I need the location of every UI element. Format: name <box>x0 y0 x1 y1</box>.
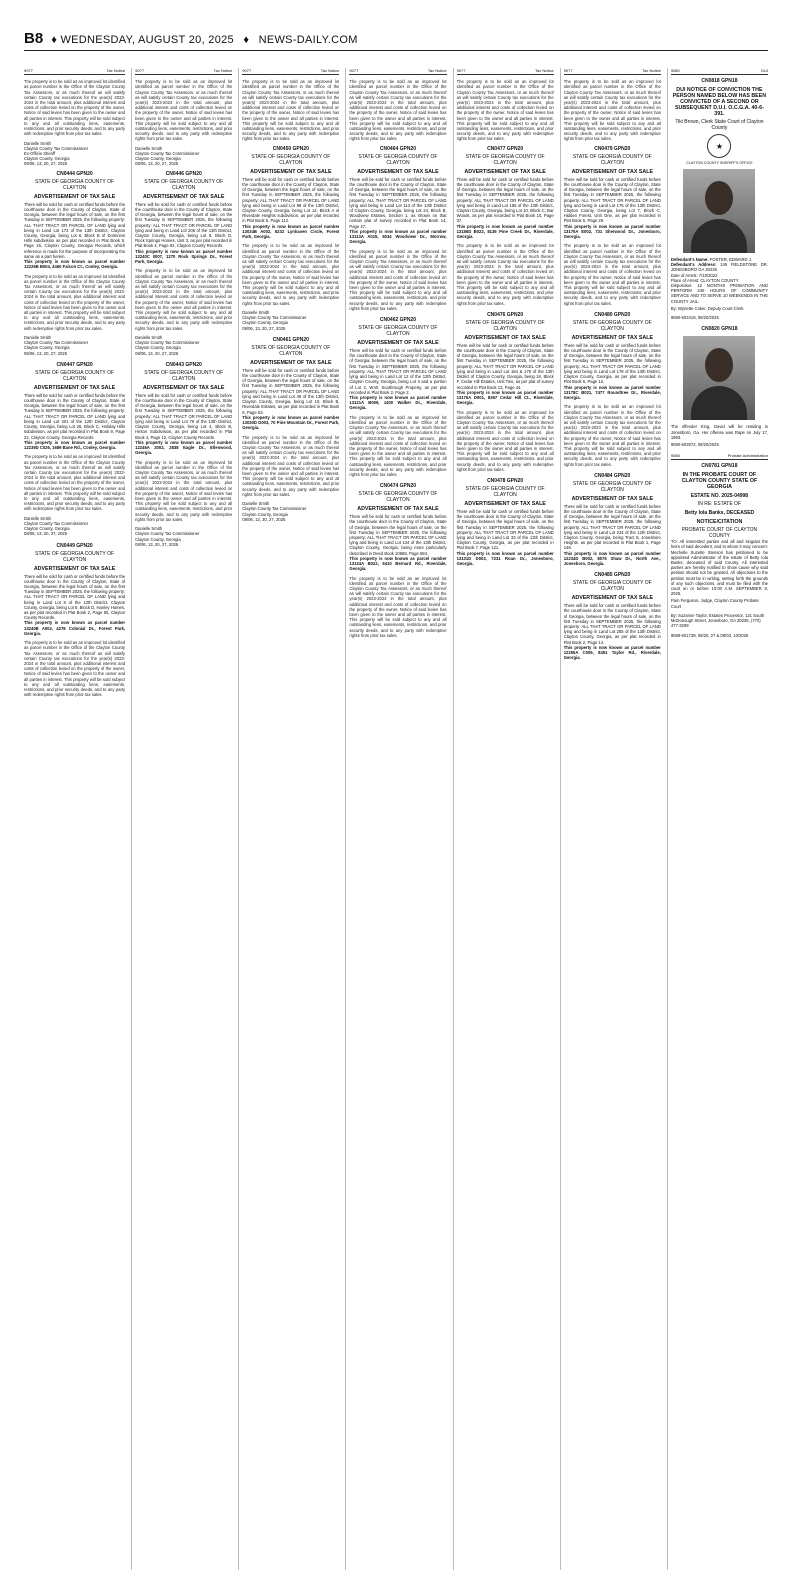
sheriff-badge-icon: ★ <box>707 134 731 158</box>
tax-notice: CN0480 GPN20 STATE OF GEORGIA COUNTY OF CLAYTON ADVERTISEMENT OF TAX SALE There will be sold for cash or certified funds before the courthouse door in the County of Clayton, State of Georgia, between the legal hours of sale, on the first Tuesday in SEPTEMBER 2025, the following property: ALL THAT TRACT OR PARCEL OF LAND lying and being in Land Lot 178 of the 13th District, Clayton County, Georgia, as per plat recorded in Plat Book 6, Page 12. This property is now known as parcel number 13178C B021, 7477 Roundtree Dr., Riverdale, Georgia. The property is to be sold as an improved lot identified as parcel number in the Office of the Clayton County Tax Assessors, or as much thereof as will satisfy certain County tax executions for the year(s) 2023-2024 in the total amount, plus additional interest and costs of collection levied on the property of the owner, Notice of said levies has been given to the owner and all parties in interest. This property will be sold subject to any and all outstanding liens, easements, restrictions, and prior security deeds, and to any party with redemptive rights from prior tax sales. <box>563 311 661 467</box>
column-head: 9077 Tax Notice <box>349 68 447 73</box>
tax-notice: CN0478 GPN20 STATE OF GEORGIA COUNTY OF CLAYTON ADVERTISEMENT OF TAX SALE There will be sold for cash or certified funds before the courthouse door in the County of Clayton, State of Georgia, between the legal hours of sale, on the first Tuesday in SEPTEMBER 2025, the following property: ALL THAT TRACT OR PARCEL OF LAND lying and being in Land Lot 33 of the 13th District, Clayton County, Georgia, as per plat recorded in Plat Book 7, Page 121. This property is now known as parcel number 13131D D003, 7231 Roan Dr., Jonesboro, Georgia. <box>456 477 554 566</box>
tax-notice: CN0477 GPN20 STATE OF GEORGIA COUNTY OF CLAYTON ADVERTISEMENT OF TAX SALE There will be sold for cash or certified funds before the courthouse door in the County of Clayton, State of Georgia, between the legal hours of sale, on the first Tuesday in SEPTEMBER 2025, the following property: ALL THAT TRACT OR PARCEL OF LAND lying and being in Land Lot 185 of the 13th District, Clayton County, Georgia, being Lot 10, Block C, Bar Woods, as per plat recorded in Plat Book 10, Page 37. This property is now known as parcel number 13186D B022, 8139 Pine Creek Dr., Riverdale, Georgia. The property is to be sold as an improved lot identified as parcel number in the Office of the Clayton County Tax Assessors, or as much thereof as will satisfy certain County tax executions for the year(s) 2023-2024 in the total amount, plus additional interest and costs of collection levied on the property of the owner, Notice of said levies has been given to the owner and all parties in interest. This property will be sold subject to any and all outstanding liens, easements, restrictions, and prior security deeds, and to any party with redemptive rights from prior tax sales. <box>456 145 554 306</box>
tax-notice: CN0449 GPN20 STATE OF GEORGIA COUNTY OF CLAYTON ADVERTISEMENT OF TAX SALE There will be sold for cash or certified funds before the courthouse door in the County of Clayton, State of Georgia, between the legal hours of sale, on the first Tuesday in SEPTEMBER 2025, the following property: ALL THAT TRACT OR PARCEL OF LAND lying and being in Land Lot 9 of the 12th District, Clayton County, Georgia, being Lot 8, Block D, Hanley Homes, as per plat recorded in Plat Book 2, Page 50, Clayton County Records. This property is now known as parcel number 13240B A002, 4278 Colonial Dr., Forest Park, Georgia. The property is to be sold as an improved lot identified as parcel number in the Office of the Clayton County Tax Assessors, or as much thereof as will satisfy certain County tax executions for the year(s) 2023-2024 in the total amount, plus additional interest and costs of collection levied on the property of the owner, Notice of said levies has been given to the owner and all parties in interest. This property will be sold subject to any and all outstanding liens, easements, restrictions, and prior security deeds, and to any party with redemptive rights from prior tax sales. <box>24 542 126 698</box>
tax-notice: CN0464 GPN20 STATE OF GEORGIA COUNTY OF CLAYTON ADVERTISEMENT OF TAX SALE There will be sold for cash or certified funds before the courthouse door in the County of Clayton, State of Georgia, between the legal hours of sale, on the first Tuesday in SEPTEMBER 2025, the following property: ALL THAT TRACT OR PARCEL OF LAND lying and being in Land Lot 113 of the 13th District of Clayton County, Georgia, being Lot 24, Block B, Woodview Estates, Section 1, as shown on that certain plat of survey recorded in Plat Book 14, Page 47. This property is now known as parcel number 13113A A015, 6034 Woodview Dr., Morrow, Georgia. The property is to be sold as an improved lot identified as parcel number in the Office of the Clayton County Tax Assessors, or as much thereof as will satisfy certain County tax executions for the year(s) 2023-2024 in the total amount, plus additional interest and costs of collection levied on the property of the owner, Notice of said levies has been given to the owner and all parties in interest. This property will be sold subject to any and all outstanding liens, easements, restrictions, and prior security deeds, and to any party with redemptive rights from prior tax sales. <box>349 145 447 311</box>
column-head: 9077 Tax Notice <box>242 68 340 73</box>
tax-notice: CN0485 GPN20 STATE OF GEORGIA COUNTY OF CLAYTON ADVERTISEMENT OF TAX SALE There will be sold for cash or certified funds before the courthouse door in the County of Clayton, State of Georgia, between the legal hours of sale, on the first Tuesday in SEPTEMBER 2025, the following property: ALL THAT TRACT OR PARCEL OF LAND lying and being in Land Lot 255 of the 13th District, Clayton County, Georgia, as per plat recorded in Plat Book 2, Page 14. This property is now known as parcel number 12255A C009, 8451 Taylor Rd., Riverdale, Georgia. <box>563 572 661 661</box>
tax-notice: CN0446 GPN20 STATE OF GEORGIA COUNTY OF CLAYTON ADVERTISEMENT OF TAX SALE There will be sold for cash or certified funds before the courthouse door in the County of Clayton, State of Georgia, between the legal hours of sale, on the first Tuesday in SEPTEMBER 2025, the following property: ALL THAT TRACT OR PARCEL OF LAND lying and being in Land Lot 206 of the 13th District, Clayton County, Georgia, being Lot 8, Block D, Rock Springs Homes, Unit 3, as per plat recorded in Plat Book 4, Page 92, Clayton County Records. This property is now known as parcel number 12240C 0007, 1270 Rock Springs Dr., Forest Park, Georgia. The property is to be sold as an improved lot identified as parcel number in the Office of the Clayton County Tax Assessors, or as much thereof as will satisfy certain County tax executions for the year(s) 2023-2024 in the total amount, plus additional interest and costs of collection levied on the property of the owner, Notice of said levies has been given to the owner and all parties in interest. This property will be sold subject to any and all outstanding liens, easements, restrictions, and prior security deeds, and to any party with redemptive rights from prior tax sales. Danielle Smith Clayton County Tax Commissioner Clayton County, Georgia 08/06, 13, 20, 27, 2025 <box>135 170 233 356</box>
column-2: 9077 Tax Notice The property is to be sold as an improved lot identified as parcel number in the Office of the Clayton County Tax Assessors, or as much thereof as will satisfy certain County tax executions for the year(s) 2023-2024 in the total amount, plus additional interest and costs of collection levied on the property of the owner, Notice of said levies has been given to the owner and all parties in interest. This property will be sold subject to any and all outstanding liens, easements, restrictions, and prior security deeds, and to any party with redemptive rights from prior tax sales. Danielle Smith Clayton County Tax Commissioner Clayton County, Georgia 08/06, 13, 20, 27, 2025 CN0446 GPN20 STATE OF GEORGIA COUNTY OF CLAYTON ADVERTISEMENT OF TAX SALE There will be sold for cash or certified funds before the courthouse door in the County of Clayton, State of Georgia, between the legal hours of sale, on the first Tuesday in SEPTEMBER 2025, the following property: ALL THAT TRACT OR PARCEL OF LAND lying and being in Land Lot 206 of the 13th District, Clayton County, Georgia, being Lot 8, Block D, Rock Springs Homes, Unit 3, as per plat recorded in Plat Book 4, Page 92, Clayton County Records. This property is now known as parcel number 12240C 0007, 1270 Rock Springs Dr., Forest Park, Georgia. The property is to be sold as an improved lot identified as parcel number in the Office of the Clayton County Tax Assessors, or as much thereof as will satisfy certain County tax executions for the year(s) 2023-2024 in the total amount, plus additional interest and costs of collection levied on the property of the owner, Notice of said levies has been given to the owner and all parties in interest. This property will be sold subject to any and all outstanding liens, easements, restrictions, and prior security deeds, and to any party with redemptive rights from prior tax sales. Danielle Smith Clayton County Tax Commissioner Clayton County, Georgia 08/06, 13, 20, 27, 2025 CN0443 GPN20 STATE OF GEORGIA COUNTY OF CLAYTON ADVERTISEMENT OF TAX SALE There will be sold for cash or certified funds before the courthouse door in the County of Clayton, State of Georgia, between the legal hours of sale, on the first Tuesday in SEPTEMBER 2025, the following property: ALL THAT TRACT OR PARCEL OF LAND lying and being in Land Lot 79 of the 13th District, Clayton County, Georgia, being Lot 4, Block B, Hinton Subdivision, as per plat recorded in Plat Book 4, Page 12, Clayton County Records. This property is now known as parcel number 12246A 2002, 2838 Eagle Dr., Ellenwood, Georgia. The property is to be sold as an improved lot identified as parcel number in the Office of the Clayton County Tax Assessors, or as much thereof as will satisfy certain County tax executions for the year(s) 2023-2024 in the total amount, plus additional interest and costs of collection levied on the property of the owner, Notice of said levies has been given to the owner and all parties in interest. This property will be sold subject to any and all outstanding liens, easements, restrictions, and prior security deeds, and to any party with redemptive rights from prior tax sales. Danielle Smith Clayton County Tax Commissioner Clayton County, Georgia 08/06, 13, 20, 27, 2025 <box>131 68 232 1570</box>
header-line <box>51 34 358 46</box>
tax-notice: CN0476 GPN20 STATE OF GEORGIA COUNTY OF CLAYTON ADVERTISEMENT OF TAX SALE There will be sold for cash or certified funds before the courthouse door in the County of Clayton, State of Georgia, between the legal hours of sale, on the first Tuesday in SEPTEMBER 2025, the following property: ALL THAT TRACT OR PARCEL OF LAND lying and being in Land Lot 184 & 176 of the 13th District of Clayton County, Georgia, being 18, Block F, Cedar Hill Estates, Unit Two, as per plat of survey recorded in Plat Book 13, Page 44. This property is now known as parcel number 13176A D001, 8367 Cedar Hill Ct., Riverdale, Georgia. The property is to be sold as an improved lot identified as parcel number in the Office of the Clayton County Tax Assessors, or as much thereof as will satisfy certain County tax executions for the year(s) 2023-2024 in the total amount, plus additional interest and costs of collection levied on the property of the owner, Notice of said levies has been given to the owner and all parties in interest. This property will be sold subject to any and all outstanding liens, easements, restrictions, and prior security deeds, and to any party with redemptive rights from prior tax sales. <box>456 311 554 472</box>
continued-text: The property is to be sold as an improved lot identified as parcel number in the Office of the Clayton County Tax Assessors, or as much thereof as will satisfy certain County tax executions for the year(s) 2023-2024 in the total amount, plus additional interest and costs of collection levied on the property of the owner, Notice of said levies has been given to the owner and all parties in interest. This property will be sold subject to any and all outstanding liens, easements, restrictions, and prior security deeds, and to any party with redemptive rights from prior tax sales. <box>24 79 126 137</box>
mugshot-photo <box>683 169 755 253</box>
tax-notice: CN0443 GPN20 STATE OF GEORGIA COUNTY OF CLAYTON ADVERTISEMENT OF TAX SALE There will be sold for cash or certified funds before the courthouse door in the County of Clayton, State of Georgia, between the legal hours of sale, on the first Tuesday in SEPTEMBER 2025, the following property: ALL THAT TRACT OR PARCEL OF LAND lying and being in Land Lot 79 of the 13th District, Clayton County, Georgia, being Lot 4, Block B, Hinton Subdivision, as per plat recorded in Plat Book 4, Page 12, Clayton County Records. This property is now known as parcel number 12246A 2002, 2838 Eagle Dr., Ellenwood, Georgia. The property is to be sold as an improved lot identified as parcel number in the Office of the Clayton County Tax Assessors, or as much thereof as will satisfy certain County tax executions for the year(s) 2023-2024 in the total amount, plus additional interest and costs of collection levied on the property of the owner, Notice of said levies has been given to the owner and all parties in interest. This property will be sold subject to any and all outstanding liens, easements, restrictions, and prior security deeds, and to any party with redemptive rights from prior tax sales. Danielle Smith Clayton County Tax Commissioner Clayton County, Georgia 08/06, 13, 20, 27, 2025 <box>135 361 233 547</box>
tax-notice: CN0479 GPN20 STATE OF GEORGIA COUNTY OF CLAYTON ADVERTISEMENT OF TAX SALE There will be sold for cash or certified funds before the courthouse door in the County of Clayton, State of Georgia, between the legal hours of sale, on the first Tuesday in SEPTEMBER 2025, the following property: ALL THAT TRACT OR PARCEL OF LAND lying and being in Land Lot 175 of the 13th District, Clayton County, Georgia, being Lot 7, Block C, Hidden Forest, Unit One, as per plat recorded in Plat Book 5, Page 29. This property is now known as parcel number 13175A E002, 731 Sherwood Dr., Jonesboro, Georgia. The property is to be sold as an improved lot identified as parcel number in the Office of the Clayton County Tax Assessors, or as much thereof as will satisfy certain County tax executions for the year(s) 2023-2024 in the total amount, plus additional interest and costs of collection levied on the property of the owner, Notice of said levies has been given to the owner and all parties in interest. This property will be sold subject to any and all outstanding liens, easements, restrictions, and prior security deeds, and to any party with redemptive rights from prior tax sales. <box>563 145 661 306</box>
page-number: B8 <box>24 30 44 47</box>
probate-notice: CN0781 GPN18 IN THE PROBATE COURT OF CLAYTON COUNTY STATE OF GEORGIA ESTATE NO. 2025-04998 IN RE: ESTATE OF Betty Iola Banks, DECEASED NOTICE/CITATION PROBATE COURT OF CLAYTON COUNTY TO: All interested parties and all and singular the heirs of said decedent, and to whom it may concern: Mechelle Suzette Stenson has petitioned to be appointed Administrator of the estate of Betty Iola Banks, deceased of said County. All interested parties are hereby notified to show cause why said petition should not be granted. All objections to the petition must be in writing, setting forth the grounds of any such objections, and must be filed with the court on or before 10:00 A.M. SEPTEMBER 8, 2025. Pam Ferguson, Judge, Clayton County Probate Court By: Suzanne Taylor, Estates Processor, 121 South McDonough Street, Jonesboro, GA 30236, (770) 477-3299 9088-501739, 08/20, 27 & 09/03, 10/2025 <box>670 463 768 638</box>
tax-notice: CN0444 GPN20 STATE OF GEORGIA COUNTY OF CLAYTON ADVERTISEMENT OF TAX SALE There will be sold for cash or certified funds before the courthouse door in the County of Clayton, State of Georgia, between the legal hours of sale, on the first Tuesday in SEPTEMBER 2025, the following property: ALL THAT TRACT OR PARCEL OF LAND lying and being in Land Lot 172 of the 13th District, Clayton County, Georgia, being Lot 6, Block B of Dominion Hills subdivision as per plat recorded in Plat Book 8, Page 15, Clayton County, Georgia Records, which reference is made for the purpose of incorporating the same as a part herein. This property is now known as parcel number 12226B B004, 4460 Falcon Ct., Conley, Georgia. The property is to be sold as an improved lot identified as parcel number in the Office of the Clayton County Tax Assessors, or as much thereof as will satisfy certain County tax executions for the year(s) 2023-2024 in the total amount, plus additional interest and costs of collection levied on the property of the owner, Notice of said levies has been given to the owner and all parties in interest. This property will be sold subject to any and all outstanding liens, easements, restrictions, and prior security deeds, and to any party with redemptive rights from prior tax sales. Danielle Smith Clayton County Tax Commissioner Clayton County, Georgia 08/06, 13, 20, 27, 2025 <box>24 170 126 356</box>
column-3: 9077 Tax Notice The property is to be sold as an improved lot identified as parcel number in the Office of the Clayton County Tax Assessors, or as much thereof as will satisfy certain County tax executions for the year(s) 2023-2024 in the total amount, plus additional interest and costs of collection levied on the property of the owner, Notice of said levies has been given to the owner and all parties in interest. This property will be sold subject to any and all outstanding liens, easements, restrictions, and prior security deeds, and to any party with redemptive rights from prior tax sales. CN0450 GPN20 STATE OF GEORGIA COUNTY OF CLAYTON ADVERTISEMENT OF TAX SALE There will be sold for cash or certified funds before the courthouse door in the County of Clayton, State of Georgia, between the legal hours of sale, on the first Tuesday in SEPTEMBER 2025, the following property: ALL THAT TRACT OR PARCEL OF LAND lying and being in Land Lot 98 of the 13th District, Clayton County, Georgia, being Lot 14, Block A of Riverdale Heights subdivision, as per plat recorded in Plat Book 5, Page 112. This property is now known as parcel number 13034B A002, 5232 Lynhaven Circle, Forest Park, Georgia. The property is to be sold as an improved lot identified as parcel number in the Office of the Clayton County Tax Assessors, or as much thereof as will satisfy certain County tax executions for the year(s) 2023-2024 in the total amount, plus additional interest and costs of collection levied on the property of the owner, Notice of said levies has been given to the owner and all parties in interest. This property will be sold subject to any and all outstanding liens, easements, restrictions, and prior security deeds, and to any party with redemptive rights from prior tax sales. Danielle Smith Clayton County Tax Commissioner Clayton County, Georgia 08/06, 13, 20, 27, 2025 CN0461 GPN20 STATE OF GEORGIA COUNTY OF CLAYTON ADVERTISEMENT OF TAX SALE There will be sold for cash or certified funds before the courthouse door in the County of Clayton, State of Georgia, between the legal hours of sale, on the first Tuesday in SEPTEMBER 2025, the following property: ALL THAT TRACT OR PARCEL OF LAND lying and being in Land Lot 49 of the 13th District, Clayton County, Georgia, being Lot 10, Block B, Riverdale Estates, as per plat recorded in Plat Book 6, Page 53. This property is now known as parcel number 13030D D003, 70 Pine Mountain Dr., Forest Park, Georgia. The property is to be sold as an improved lot identified as parcel number in the Office of the Clayton County Tax Assessors, or as much thereof as will satisfy certain County tax executions for the year(s) 2023-2024 in the total amount, plus additional interest and costs of collection levied on the property of the owner, Notice of said levies has been given to the owner and all parties in interest. This property will be sold subject to any and all outstanding liens, easements, restrictions, and prior security deeds, and to any party with redemptive rights from prior tax sales. Danielle Smith Clayton County Tax Commissioner Clayton County, Georgia 08/06, 13, 20, 27, 2025 <box>238 68 339 1570</box>
header-date: WEDNESDAY, AUGUST 20, 2025 <box>60 34 234 46</box>
column-head: 9080 DUI <box>670 68 768 73</box>
column-head: 9077 Tax Notice <box>456 68 554 73</box>
column-7 <box>667 68 768 1570</box>
column-head: 9088 Probate Administration <box>670 453 768 459</box>
offender-photo <box>683 336 755 420</box>
tax-notice: CN0447 GPN20 STATE OF GEORGIA COUNTY OF CLAYTON ADVERTISEMENT OF TAX SALE There will be sold for cash or certified funds before the courthouse door in the County of Clayton, State of Georgia, between the legal hours of sale, on the first Tuesday in SEPTEMBER 2025, the following property: ALL THAT TRACT OR PARCEL OF LAND lying and being in Land Lot 201 of the 12th District, Clayton County, Georgia, being Lot 26, Block C, Holiday Hills subdivision, as per plat recorded in Plat Book 9, Page 22, Clayton County, Georgia Records. This property is now known as parcel number 12239D C026, 1689 Bane Rd., Conley, Georgia. The property is to be sold as an improved lot identified as parcel number in the Office of the Clayton County Tax Assessors, or as much thereof as will satisfy certain County tax executions for the year(s) 2023-2024 in the total amount, plus additional interest and costs of collection levied on the property of the owner, Notice of said levies has been given to the owner and all parties in interest. This property will be sold subject to any and all outstanding liens, easements, restrictions, and prior security deeds, and to any party with redemptive rights from prior tax sales. Danielle Smith Clayton County Tax Commissioner Clayton County, Georgia 08/06, 13, 20, 27, 2025 <box>24 361 126 537</box>
signature: Danielle Smith Clayton County Tax Commissioner Ex-Officio Sheriff Clayton County, Georgia 08/06, 13, 20, 27, 2025 <box>24 140 89 167</box>
column-6: 9077 Tax Notice The property is to be sold as an improved lot identified as parcel number in the Office of the Clayton County Tax Assessors, or as much thereof as will satisfy certain County tax executions for the year(s) 2023-2024 in the total amount, plus additional interest and costs of collection levied on the property of the owner, Notice of said levies has been given to the owner and all parties in interest. This property will be sold subject to any and all outstanding liens, easements, restrictions, and prior security deeds, and to any party with redemptive rights from prior tax sales. CN0479 GPN20 STATE OF GEORGIA COUNTY OF CLAYTON ADVERTISEMENT OF TAX SALE There will be sold for cash or certified funds before the courthouse door in the County of Clayton, State of Georgia, between the legal hours of sale, on the first Tuesday in SEPTEMBER 2025, the following property: ALL THAT TRACT OR PARCEL OF LAND lying and being in Land Lot 175 of the 13th District, Clayton County, Georgia, being Lot 7, Block C, Hidden Forest, Unit One, as per plat recorded in Plat Book 5, Page 29. This property is now known as parcel number 13175A E002, 731 Sherwood Dr., Jonesboro, Georgia. The property is to be sold as an improved lot identified as parcel number in the Office of the Clayton County Tax Assessors, or as much thereof as will satisfy certain County tax executions for the year(s) 2023-2024 in the total amount, plus additional interest and costs of collection levied on the property of the owner, Notice of said levies has been given to the owner and all parties in interest. This property will be sold subject to any and all outstanding liens, easements, restrictions, and prior security deeds, and to any party with redemptive rights from prior tax sales. CN0480 GPN20 STATE OF GEORGIA COUNTY OF CLAYTON ADVERTISEMENT OF TAX SALE There will be sold for cash or certified funds before the courthouse door in the County of Clayton, State of Georgia, between the legal hours of sale, on the first Tuesday in SEPTEMBER 2025, the following property: ALL THAT TRACT OR PARCEL OF LAND lying and being in Land Lot 178 of the 13th District, Clayton County, Georgia, as per plat recorded in Plat Book 6, Page 12. This property is now known as parcel number 13178C B021, 7477 Roundtree Dr., Riverdale, Georgia. The property is to be sold as an improved lot identified as parcel number in the Office of the Clayton County Tax Assessors, or as much thereof as will satisfy certain County tax executions for the year(s) 2023-2024 in the total amount, plus additional interest and costs of collection levied on the property of the owner, Notice of said levies has been given to the owner and all parties in interest. This property will be sold subject to any and all outstanding liens, easements, restrictions, and prior security deeds, and to any party with redemptive rights from prior tax sales. CN0484 GPN20 STATE OF GEORGIA COUNTY OF CLAYTON ADVERTISEMENT OF TAX SALE There will be sold for cash or certified funds before the courthouse door in the County of Clayton, State of Georgia, between the legal hours of sale, on the first Tuesday in SEPTEMBER 2025, the following property: ALL THAT TRACT OR PARCEL OF LAND lying and being in Land Lot 234 of the 12th District, Clayton County, Georgia, being Tract 8, Jonesboro Heights, as per plat recorded in Plat Book 1, Page 149. This property is now known as parcel number 12234D B002, 8575 Shaw Dr., North Ave., Jonesboro, Georgia. CN0485 GPN20 STATE OF GEORGIA COUNTY OF CLAYTON ADVERTISEMENT OF TAX SALE There will be sold for cash or certified funds before the courthouse door in the County of Clayton, State of Georgia, between the legal hours of sale, on the first Tuesday in SEPTEMBER 2025, the following property: ALL THAT TRACT OR PARCEL OF LAND lying and being in Land Lot 255 of the 13th District, Clayton County, Georgia, as per plat recorded in Plat Book 2, Page 14. This property is now known as parcel number 12255A C009, 8451 Taylor Rd., Riverdale, Georgia. <box>560 68 661 1570</box>
column-5: 9077 Tax Notice The property is to be sold as an improved lot identified as parcel number in the Office of the Clayton County Tax Assessors, or as much thereof as will satisfy certain County tax executions for the year(s) 2023-2024 in the total amount, plus additional interest and costs of collection levied on the property of the owner, Notice of said levies has been given to the owner and all parties in interest. This property will be sold subject to any and all outstanding liens, easements, restrictions, and prior security deeds, and to any party with redemptive rights from prior tax sales. CN0477 GPN20 STATE OF GEORGIA COUNTY OF CLAYTON ADVERTISEMENT OF TAX SALE There will be sold for cash or certified funds before the courthouse door in the County of Clayton, State of Georgia, between the legal hours of sale, on the first Tuesday in SEPTEMBER 2025, the following property: ALL THAT TRACT OR PARCEL OF LAND lying and being in Land Lot 185 of the 13th District, Clayton County, Georgia, being Lot 10, Block C, Bar Woods, as per plat recorded in Plat Book 10, Page 37. This property is now known as parcel number 13186D B022, 8139 Pine Creek Dr., Riverdale, Georgia. The property is to be sold as an improved lot identified as parcel number in the Office of the Clayton County Tax Assessors, or as much thereof as will satisfy certain County tax executions for the year(s) 2023-2024 in the total amount, plus additional interest and costs of collection levied on the property of the owner, Notice of said levies has been given to the owner and all parties in interest. This property will be sold subject to any and all outstanding liens, easements, restrictions, and prior security deeds, and to any party with redemptive rights from prior tax sales. CN0476 GPN20 STATE OF GEORGIA COUNTY OF CLAYTON ADVERTISEMENT OF TAX SALE There will be sold for cash or certified funds before the courthouse door in the County of Clayton, State of Georgia, between the legal hours of sale, on the first Tuesday in SEPTEMBER 2025, the following property: ALL THAT TRACT OR PARCEL OF LAND lying and being in Land Lot 184 & 176 of the 13th District of Clayton County, Georgia, being 18, Block F, Cedar Hill Estates, Unit Two, as per plat of survey recorded in Plat Book 13, Page 44. This property is now known as parcel number 13176A D001, 8367 Cedar Hill Ct., Riverdale, Georgia. The property is to be sold as an improved lot identified as parcel number in the Office of the Clayton County Tax Assessors, or as much thereof as will satisfy certain County tax executions for the year(s) 2023-2024 in the total amount, plus additional interest and costs of collection levied on the property of the owner, Notice of said levies has been given to the owner and all parties in interest. This property will be sold subject to any and all outstanding liens, easements, restrictions, and prior security deeds, and to any party with redemptive rights from prior tax sales. CN0478 GPN20 STATE OF GEORGIA COUNTY OF CLAYTON ADVERTISEMENT OF TAX SALE There will be sold for cash or certified funds before the courthouse door in the County of Clayton, State of Georgia, between the legal hours of sale, on the first Tuesday in SEPTEMBER 2025, the following property: ALL THAT TRACT OR PARCEL OF LAND lying and being in Land Lot 33 of the 13th District, Clayton County, Georgia, as per plat recorded in Plat Book 7, Page 121. This property is now known as parcel number 13131D D003, 7231 Roan Dr., Jonesboro, Georgia. <box>453 68 554 1570</box>
classified-columns <box>24 68 768 1570</box>
column-head: 9077 Tax Notice <box>135 68 233 73</box>
header-diamond: ♦ <box>51 34 58 46</box>
tax-notice: CN0461 GPN20 STATE OF GEORGIA COUNTY OF CLAYTON ADVERTISEMENT OF TAX SALE There will be sold for cash or certified funds before the courthouse door in the County of Clayton, State of Georgia, between the legal hours of sale, on the first Tuesday in SEPTEMBER 2025, the following property: ALL THAT TRACT OR PARCEL OF LAND lying and being in Land Lot 49 of the 13th District, Clayton County, Georgia, being Lot 10, Block B, Riverdale Estates, as per plat recorded in Plat Book 6, Page 53. This property is now known as parcel number 13030D D003, 70 Pine Mountain Dr., Forest Park, Georgia. The property is to be sold as an improved lot identified as parcel number in the Office of the Clayton County Tax Assessors, or as much thereof as will satisfy certain County tax executions for the year(s) 2023-2024 in the total amount, plus additional interest and costs of collection levied on the property of the owner, Notice of said levies has been given to the owner and all parties in interest. This property will be sold subject to any and all outstanding liens, easements, restrictions, and prior security deeds, and to any party with redemptive rights from prior tax sales. Danielle Smith Clayton County Tax Commissioner Clayton County, Georgia 08/06, 13, 20, 27, 2025 <box>242 336 340 522</box>
column-1 <box>24 68 125 1570</box>
tax-notice: CN0450 GPN20 STATE OF GEORGIA COUNTY OF CLAYTON ADVERTISEMENT OF TAX SALE There will be sold for cash or certified funds before the courthouse door in the County of Clayton, State of Georgia, between the legal hours of sale, on the first Tuesday in SEPTEMBER 2025, the following property: ALL THAT TRACT OR PARCEL OF LAND lying and being in Land Lot 98 of the 13th District, Clayton County, Georgia, being Lot 14, Block A of Riverdale Heights subdivision, as per plat recorded in Plat Book 5, Page 112. This property is now known as parcel number 13034B A002, 5232 Lynhaven Circle, Forest Park, Georgia. The property is to be sold as an improved lot identified as parcel number in the Office of the Clayton County Tax Assessors, or as much thereof as will satisfy certain County tax executions for the year(s) 2023-2024 in the total amount, plus additional interest and costs of collection levied on the property of the owner, Notice of said levies has been given to the owner and all parties in interest. This property will be sold subject to any and all outstanding liens, easements, restrictions, and prior security deeds, and to any party with redemptive rights from prior tax sales. Danielle Smith Clayton County Tax Commissioner Clayton County, Georgia 08/06, 13, 20, 27, 2025 <box>242 145 340 331</box>
tax-notice: CN0462 GPN20 STATE OF GEORGIA COUNTY OF CLAYTON ADVERTISEMENT OF TAX SALE There will be sold for cash or certified funds before the courthouse door in the County of Clayton, State of Georgia, between the legal hours of sale, on the first Tuesday in SEPTEMBER 2025, the following property: ALL THAT TRACT OR PARCEL OF LAND lying and being in Land Lot 12 of the 13th District, Clayton County, Georgia, being Lot 3 and a portion of Lot 2, W.W. Scarbrough Property, as per plat recorded in Plat Book 2, Page 2. This property is now known as parcel number 13121A B009, 1400 Walker Dr., Riverdale, Georgia. The property is to be sold as an improved lot identified as parcel number in the Office of the Clayton County Tax Assessors, or as much thereof as will satisfy certain County tax executions for the year(s) 2023-2024 in the total amount, plus additional interest and costs of collection levied on the property of the owner, Notice of said levies has been given to the owner and all parties in interest. This property will be sold subject to any and all outstanding liens, easements, restrictions, and prior security deeds, and to any party with redemptive rights from prior tax sales. <box>349 317 447 477</box>
column-head: 9077 Tax Notice <box>24 68 126 73</box>
page-header <box>24 30 768 51</box>
tax-notice: CN0474 GPN20 STATE OF GEORGIA COUNTY OF CLAYTON ADVERTISEMENT OF TAX SALE There will be sold for cash or certified funds before the courthouse door in the County of Clayton, State of Georgia, between the legal hours of sale, on the first Tuesday in SEPTEMBER 2025, the following property: ALL THAT TRACT OR PARCEL OF LAND lying and being in Land Lot 134 of the 13th District, Clayton County, Georgia, being more particularly described in Deed Book 10668, Page 584. This property is now known as parcel number 13134A B022, 6410 Bernard Rd., Riverdale, Georgia. The property is to be sold as an improved lot identified as parcel number in the Office of the Clayton County Tax Assessors, or as much thereof as will satisfy certain County tax executions for the year(s) 2023-2024 in the total amount, plus additional interest and costs of collection levied on the property of the owner, Notice of said levies has been given to the owner and all parties in interest. This property will be sold subject to any and all outstanding liens, easements, restrictions, and prior security deeds, and to any party with redemptive rights from prior tax sales. <box>349 483 447 638</box>
header-diamond: ♦ <box>243 34 250 46</box>
tax-notice: CN0484 GPN20 STATE OF GEORGIA COUNTY OF CLAYTON ADVERTISEMENT OF TAX SALE There will be sold for cash or certified funds before the courthouse door in the County of Clayton, State of Georgia, between the legal hours of sale, on the first Tuesday in SEPTEMBER 2025, the following property: ALL THAT TRACT OR PARCEL OF LAND lying and being in Land Lot 234 of the 12th District, Clayton County, Georgia, being Tract 8, Jonesboro Heights, as per plat recorded in Plat Book 1, Page 149. This property is now known as parcel number 12234D B002, 8575 Shaw Dr., North Ave., Jonesboro, Georgia. <box>563 472 661 566</box>
column-head: 9077 Tax Notice <box>563 68 661 73</box>
header-site: NEWS-DAILY.COM <box>258 34 358 46</box>
offender-notice: CN0820 GPN18 The offender King, David will be residing in Jonesboro, Ga. Her offense was Rape on July 17, 1993. 9080-502672, 08/20/2025 <box>670 326 768 448</box>
column-4: 9077 Tax Notice The property is to be sold as an improved lot identified as parcel number in the Office of the Clayton County Tax Assessors, or as much thereof as will satisfy certain County tax executions for the year(s) 2023-2024 in the total amount, plus additional interest and costs of collection levied on the property of the owner, Notice of said levies has been given to the owner and all parties in interest. This property will be sold subject to any and all outstanding liens, easements, restrictions, and prior security deeds, and to any party with redemptive rights from prior tax sales. CN0464 GPN20 STATE OF GEORGIA COUNTY OF CLAYTON ADVERTISEMENT OF TAX SALE There will be sold for cash or certified funds before the courthouse door in the County of Clayton, State of Georgia, between the legal hours of sale, on the first Tuesday in SEPTEMBER 2025, the following property: ALL THAT TRACT OR PARCEL OF LAND lying and being in Land Lot 113 of the 13th District of Clayton County, Georgia, being Lot 24, Block B, Woodview Estates, Section 1, as shown on that certain plat of survey recorded in Plat Book 14, Page 47. This property is now known as parcel number 13113A A015, 6034 Woodview Dr., Morrow, Georgia. The property is to be sold as an improved lot identified as parcel number in the Office of the Clayton County Tax Assessors, or as much thereof as will satisfy certain County tax executions for the year(s) 2023-2024 in the total amount, plus additional interest and costs of collection levied on the property of the owner, Notice of said levies has been given to the owner and all parties in interest. This property will be sold subject to any and all outstanding liens, easements, restrictions, and prior security deeds, and to any party with redemptive rights from prior tax sales. CN0462 GPN20 STATE OF GEORGIA COUNTY OF CLAYTON ADVERTISEMENT OF TAX SALE There will be sold for cash or certified funds before the courthouse door in the County of Clayton, State of Georgia, between the legal hours of sale, on the first Tuesday in SEPTEMBER 2025, the following property: ALL THAT TRACT OR PARCEL OF LAND lying and being in Land Lot 12 of the 13th District, Clayton County, Georgia, being Lot 3 and a portion of Lot 2, W.W. Scarbrough Property, as per plat recorded in Plat Book 2, Page 2. This property is now known as parcel number 13121A B009, 1400 Walker Dr., Riverdale, Georgia. The property is to be sold as an improved lot identified as parcel number in the Office of the Clayton County Tax Assessors, or as much thereof as will satisfy certain County tax executions for the year(s) 2023-2024 in the total amount, plus additional interest and costs of collection levied on the property of the owner, Notice of said levies has been given to the owner and all parties in interest. This property will be sold subject to any and all outstanding liens, easements, restrictions, and prior security deeds, and to any party with redemptive rights from prior tax sales. CN0474 GPN20 STATE OF GEORGIA COUNTY OF CLAYTON ADVERTISEMENT OF TAX SALE There will be sold for cash or certified funds before the courthouse door in the County of Clayton, State of Georgia, between the legal hours of sale, on the first Tuesday in SEPTEMBER 2025, the following property: ALL THAT TRACT OR PARCEL OF LAND lying and being in Land Lot 134 of the 13th District, Clayton County, Georgia, being more particularly described in Deed Book 10668, Page 584. This property is now known as parcel number 13134A B022, 6410 Bernard Rd., Riverdale, Georgia. The property is to be sold as an improved lot identified as parcel number in the Office of the Clayton County Tax Assessors, or as much thereof as will satisfy certain County tax executions for the year(s) 2023-2024 in the total amount, plus additional interest and costs of collection levied on the property of the owner, Notice of said levies has been given to the owner and all parties in interest. This property will be sold subject to any and all outstanding liens, easements, restrictions, and prior security deeds, and to any party with redemptive rights from prior tax sales. <box>345 68 446 1570</box>
dui-notice: CN0818 GPN18 DUI NOTICE OF CONVICTION THE PERSON NAMED BELOW HAS BEEN CONVICTED OF A SECOND OR SUBSEQUENT D.U.I. O.C.G.A. 40-6-391. Tiki Brown, Clerk State Court of Clayton County ★ CLAYTON COUNTY SHERIFF'S OFFICE Defendant's Name: FOSTER, EDWARD J. Defendant's Address: 149 FIELDSTONE DR. JONESBORO GA 30236 Date of Arrest: 7/10/2022 Place of Arrest: CLAYTON COUNTY Disposition: 12 MONTHS PROBATION AND PERFORM 240 HOURS OF COMMUNITY SERVICE AND TO SERVE 10 WEEKENDS IN THE COUNTY JAIL. By: Wynette Coker, Deputy Court Clerk 9080-502418, 08/20/2025 <box>670 78 768 321</box>
